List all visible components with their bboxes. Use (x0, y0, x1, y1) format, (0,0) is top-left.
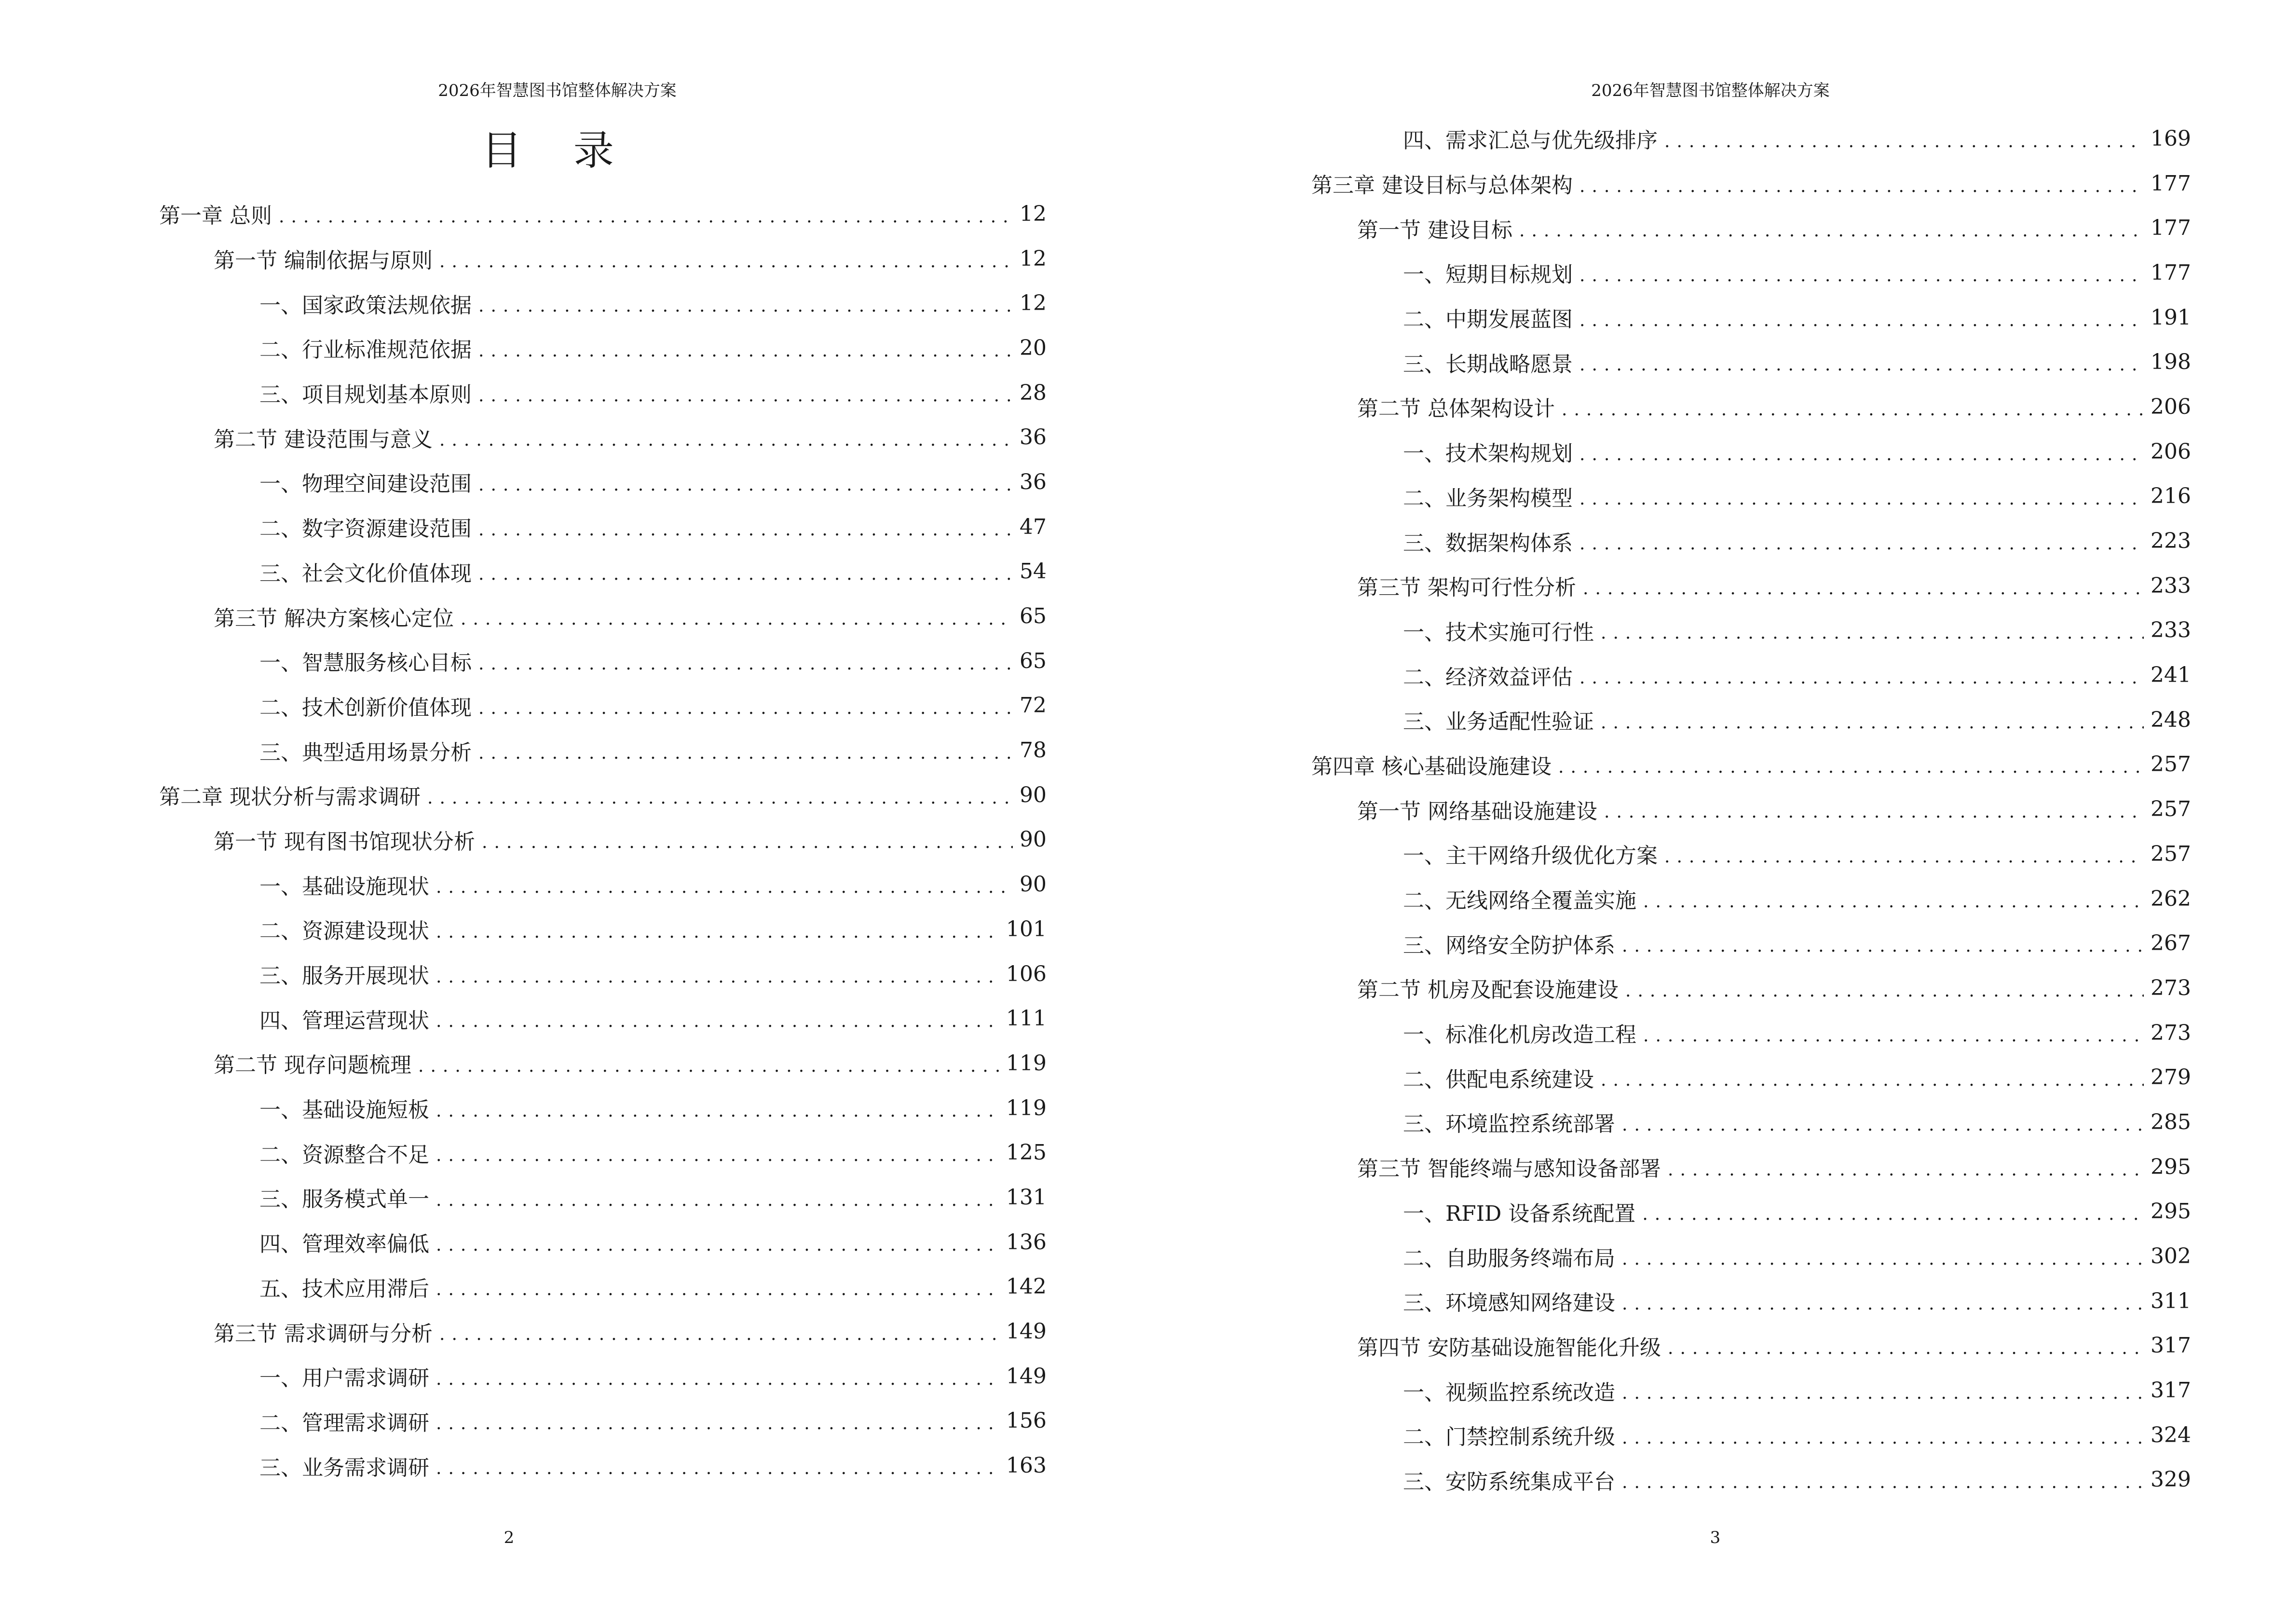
toc-entry-label: 二、无线网络全覆盖实施 (1403, 888, 1636, 914)
toc-entry-page: 47 (1020, 514, 1047, 539)
toc-subsection-entry[interactable] (1144, 1368, 2191, 1413)
toc-entry-label: 第四章 核心基础设施建设 (1311, 754, 1552, 779)
toc-section-entry[interactable] (1144, 966, 2191, 1010)
toc-subsection-entry[interactable] (0, 326, 1047, 370)
dot-leader (439, 430, 1013, 450)
toc-chapter-entry[interactable] (0, 773, 1047, 818)
dot-leader (1601, 713, 2144, 733)
dot-leader (1625, 981, 2144, 1001)
toc-section-entry[interactable] (0, 415, 1047, 460)
dot-leader (1668, 1160, 2144, 1180)
toc-entry-page: 206 (2151, 394, 2191, 419)
page-right (1144, 0, 2287, 1624)
dot-leader (436, 877, 1013, 897)
toc-entry-page: 78 (1020, 738, 1047, 763)
toc-entry-page: 136 (1006, 1229, 1047, 1255)
toc-entry-page: 324 (2151, 1422, 2191, 1447)
toc-entry-page: 90 (1020, 872, 1047, 897)
toc-entry-page: 149 (1006, 1364, 1047, 1389)
toc-section-entry[interactable] (1144, 205, 2191, 250)
toc-entry-label: 一、RFID 设备系统配置 (1403, 1201, 1636, 1226)
toc-entry-label: 三、网络安全防护体系 (1403, 933, 1615, 958)
toc-subsection-entry[interactable] (0, 1220, 1047, 1265)
toc-entry-label: 第四节 安防基础设施智能化升级 (1357, 1335, 1661, 1360)
dot-leader (478, 341, 1013, 361)
toc-entry-label: 三、服务开展现状 (259, 964, 429, 989)
toc-entry-page: 257 (2151, 797, 2191, 822)
toc-entry-page: 267 (2151, 931, 2191, 956)
dot-leader (1583, 579, 2144, 599)
toc-subsection-entry[interactable] (1144, 474, 2191, 519)
dot-leader (1622, 1428, 2144, 1448)
dot-leader (1558, 757, 2144, 777)
toc-entry-label: 第二节 建设范围与意义 (214, 427, 433, 452)
dot-leader (482, 832, 1013, 852)
toc-entry-label: 第三节 架构可行性分析 (1357, 575, 1576, 600)
toc-subsection-entry[interactable] (0, 862, 1047, 907)
dot-leader (439, 252, 1013, 272)
page-number: 2 (504, 1528, 515, 1547)
toc-entry-page: 125 (1006, 1140, 1047, 1165)
toc-subsection-entry[interactable] (1144, 250, 2191, 295)
toc-entry-label: 三、项目规划基本原则 (259, 382, 472, 408)
toc-entry-label: 第二节 现存问题梳理 (214, 1053, 411, 1078)
dot-leader (1643, 1026, 2144, 1046)
toc-entry-page: 241 (2151, 663, 2191, 688)
toc-entry-label: 二、自助服务终端布局 (1403, 1246, 1615, 1271)
dot-leader (1622, 936, 2144, 956)
toc-subsection-entry[interactable] (1144, 1234, 2191, 1279)
toc-entry-label: 二、技术创新价值体现 (259, 695, 472, 720)
toc-entry-label: 一、技术实施可行性 (1403, 620, 1594, 645)
dot-leader (436, 1369, 999, 1389)
toc-entry-page: 65 (1020, 648, 1047, 673)
toc-entry-label: 一、短期目标规划 (1403, 262, 1573, 287)
toc-entry-label: 第三章 建设目标与总体架构 (1311, 173, 1573, 198)
toc-subsection-entry[interactable] (1144, 1279, 2191, 1324)
toc-entry-label: 二、资源建设现状 (259, 919, 429, 944)
toc-entry-label: 一、技术架构规划 (1403, 441, 1573, 466)
dot-leader (478, 743, 1013, 763)
dot-leader (436, 1146, 999, 1165)
toc-entry-label: 第一节 建设目标 (1357, 218, 1512, 243)
toc-entry-label: 二、行业标准规范依据 (259, 338, 472, 363)
toc-entry-label: 二、管理需求调研 (259, 1410, 429, 1435)
dot-leader (436, 1235, 999, 1255)
toc-subsection-entry[interactable] (1144, 608, 2191, 653)
toc-entry-label: 三、环境监控系统部署 (1403, 1112, 1615, 1137)
toc-entry-page: 36 (1020, 425, 1047, 450)
toc-section-entry[interactable] (0, 236, 1047, 281)
toc-entry-page: 317 (2151, 1333, 2191, 1358)
toc-entry-page: 119 (1006, 1095, 1047, 1120)
toc-section-entry[interactable] (0, 818, 1047, 862)
toc-subsection-entry[interactable] (1144, 921, 2191, 966)
toc-subsection-entry[interactable] (1144, 295, 2191, 340)
toc-subsection-entry[interactable] (0, 1086, 1047, 1131)
dot-leader (427, 788, 1013, 808)
toc-section-entry[interactable] (1144, 1145, 2191, 1189)
toc-entry-page: 206 (2151, 439, 2191, 464)
page-number: 3 (1710, 1528, 1721, 1547)
toc-entry-label: 三、业务需求调研 (259, 1455, 429, 1480)
toc-entry-page: 257 (2151, 752, 2191, 777)
toc-section-entry[interactable] (1144, 563, 2191, 608)
toc-entry-label: 三、业务适配性验证 (1403, 710, 1594, 735)
toc-subsection-entry[interactable] (1144, 832, 2191, 876)
toc-subsection-entry[interactable] (0, 460, 1047, 505)
toc-list (1144, 116, 2191, 1502)
toc-subsection-entry[interactable] (1144, 697, 2191, 742)
dot-leader (461, 609, 1013, 629)
toc-entry-label: 一、主干网络升级优化方案 (1403, 844, 1658, 869)
dot-leader (1601, 623, 2144, 643)
dot-leader (436, 1459, 999, 1478)
dot-leader (478, 698, 1013, 718)
toc-entry-page: 233 (2151, 618, 2191, 643)
toc-entry-page: 248 (2151, 707, 2191, 732)
dot-leader (478, 475, 1013, 495)
toc-subsection-entry[interactable] (0, 1175, 1047, 1220)
toc-subsection-entry[interactable] (1144, 876, 2191, 921)
toc-entry-page: 101 (1006, 916, 1047, 942)
toc-chapter-entry[interactable] (0, 191, 1047, 236)
toc-entry-label: 二、数字资源建设范围 (259, 517, 472, 542)
toc-section-entry[interactable] (1144, 787, 2191, 832)
toc-entry-page: 156 (1006, 1408, 1047, 1433)
toc-subsection-entry[interactable] (1144, 1055, 2191, 1100)
toc-title: 目 录 (481, 127, 633, 174)
dot-leader (478, 654, 1013, 674)
dot-leader (478, 564, 1013, 584)
toc-subsection-entry[interactable] (1144, 1413, 2191, 1458)
dot-leader (439, 1324, 999, 1344)
toc-entry-page: 216 (2151, 484, 2191, 509)
toc-entry-page: 20 (1020, 335, 1047, 360)
toc-entry-label: 第二节 机房及配套设施建设 (1357, 978, 1619, 1003)
running-header: 2026年智慧图书馆整体解决方案 (1591, 81, 1830, 100)
dot-leader (1664, 847, 2144, 867)
toc-entry-label: 二、供配电系统建设 (1403, 1067, 1594, 1092)
toc-entry-page: 119 (1006, 1051, 1047, 1076)
toc-subsection-entry[interactable] (1144, 116, 2191, 161)
dot-leader (1579, 355, 2144, 375)
toc-entry-page: 65 (1020, 604, 1047, 629)
toc-entry-page: 273 (2151, 1020, 2191, 1045)
toc-entry-page: 72 (1020, 693, 1047, 718)
toc-entry-page: 177 (2151, 216, 2191, 241)
toc-subsection-entry[interactable] (0, 728, 1047, 773)
toc-subsection-entry[interactable] (0, 1443, 1047, 1488)
toc-subsection-entry[interactable] (0, 1354, 1047, 1399)
dot-leader (478, 520, 1013, 540)
toc-entry-page: 142 (1006, 1274, 1047, 1299)
toc-entry-label: 四、管理效率偏低 (259, 1232, 429, 1257)
dot-leader (436, 1280, 999, 1299)
toc-entry-page: 191 (2151, 305, 2191, 330)
toc-subsection-entry[interactable] (1144, 429, 2191, 474)
dot-leader (1579, 177, 2144, 196)
toc-list (0, 191, 1047, 1488)
dot-leader (436, 1101, 999, 1121)
toc-entry-page: 28 (1020, 380, 1047, 405)
toc-entry-label: 第一节 编制依据与原则 (214, 248, 433, 273)
dot-leader (1622, 1294, 2144, 1314)
toc-entry-label: 一、国家政策法规依据 (259, 293, 472, 318)
toc-chapter-entry[interactable] (1144, 161, 2191, 206)
toc-entry-label: 五、技术应用滞后 (259, 1276, 429, 1301)
toc-subsection-entry[interactable] (1144, 1100, 2191, 1145)
toc-entry-label: 三、服务模式单一 (259, 1187, 429, 1212)
toc-entry-page: 106 (1006, 961, 1047, 986)
toc-subsection-entry[interactable] (0, 1399, 1047, 1444)
toc-entry-label: 第二章 现状分析与需求调研 (159, 785, 421, 810)
toc-entry-page: 90 (1020, 827, 1047, 852)
toc-chapter-entry[interactable] (1144, 742, 2191, 787)
toc-entry-page: 36 (1020, 469, 1047, 494)
toc-section-entry[interactable] (0, 1041, 1047, 1086)
toc-entry-label: 一、视频监控系统改造 (1403, 1380, 1615, 1405)
toc-entry-label: 一、用户需求调研 (259, 1366, 429, 1391)
toc-subsection-entry[interactable] (1144, 519, 2191, 563)
toc-subsection-entry[interactable] (1144, 653, 2191, 697)
toc-subsection-entry[interactable] (1144, 1189, 2191, 1234)
dot-leader (1642, 1204, 2144, 1224)
toc-entry-label: 第三节 智能终端与感知设备部署 (1357, 1157, 1661, 1182)
toc-entry-page: 329 (2151, 1467, 2191, 1492)
toc-entry-page: 12 (1020, 291, 1047, 316)
toc-subsection-entry[interactable] (1144, 1010, 2191, 1055)
toc-entry-label: 第三节 解决方案核心定位 (214, 606, 454, 631)
toc-subsection-entry[interactable] (0, 952, 1047, 996)
toc-entry-page: 295 (2151, 1199, 2191, 1224)
toc-entry-label: 四、管理运营现状 (259, 1008, 429, 1033)
dot-leader (436, 1011, 999, 1031)
running-header: 2026年智慧图书馆整体解决方案 (438, 81, 677, 100)
dot-leader (436, 967, 999, 987)
dot-leader (436, 1190, 999, 1210)
toc-subsection-entry[interactable] (0, 370, 1047, 415)
toc-section-entry[interactable] (1144, 384, 2191, 429)
toc-entry-label: 三、安防系统集成平台 (1403, 1469, 1615, 1494)
toc-subsection-entry[interactable] (0, 683, 1047, 728)
toc-section-entry[interactable] (0, 1309, 1047, 1354)
toc-entry-page: 169 (2151, 126, 2191, 151)
toc-subsection-entry[interactable] (1144, 340, 2191, 384)
toc-entry-page: 54 (1020, 559, 1047, 584)
dot-leader (1622, 1473, 2144, 1492)
dot-leader (1601, 1070, 2144, 1090)
toc-section-entry[interactable] (1144, 1324, 2191, 1368)
dot-leader (1622, 1115, 2144, 1135)
toc-entry-label: 三、典型适用场景分析 (259, 740, 472, 765)
toc-entry-label: 第一章 总则 (159, 204, 272, 229)
toc-entry-label: 一、智慧服务核心目标 (259, 651, 472, 676)
toc-subsection-entry[interactable] (0, 996, 1047, 1041)
toc-entry-label: 一、物理空间建设范围 (259, 472, 472, 497)
dot-leader (1668, 1338, 2144, 1358)
toc-entry-label: 第一节 现有图书馆现状分析 (214, 829, 475, 854)
dot-leader (1579, 445, 2144, 464)
toc-subsection-entry[interactable] (0, 1265, 1047, 1310)
toc-entry-page: 257 (2151, 841, 2191, 866)
toc-entry-label: 三、数据架构体系 (1403, 531, 1573, 556)
dot-leader (1562, 400, 2144, 420)
dot-leader (1643, 892, 2144, 912)
toc-section-entry[interactable] (0, 594, 1047, 639)
dot-leader (1664, 132, 2144, 151)
dot-leader (1579, 266, 2144, 286)
dot-leader (436, 1414, 999, 1433)
toc-entry-page: 311 (2151, 1288, 2191, 1313)
toc-entry-page: 177 (2151, 260, 2191, 285)
dot-leader (1604, 802, 2144, 822)
toc-entry-page: 131 (1006, 1185, 1047, 1210)
toc-subsection-entry[interactable] (0, 1130, 1047, 1175)
toc-entry-label: 二、经济效益评估 (1403, 665, 1573, 690)
toc-entry-label: 三、长期战略愿景 (1403, 352, 1573, 377)
dot-leader (1622, 1249, 2144, 1269)
toc-entry-page: 177 (2151, 171, 2191, 196)
toc-entry-label: 二、业务架构模型 (1403, 486, 1573, 511)
toc-entry-page: 90 (1020, 782, 1047, 807)
dot-leader (478, 386, 1013, 406)
dot-leader (478, 296, 1013, 316)
toc-entry-label: 二、中期发展蓝图 (1403, 307, 1573, 332)
toc-entry-label: 二、资源整合不足 (259, 1142, 429, 1167)
toc-entry-page: 285 (2151, 1109, 2191, 1134)
toc-entry-page: 111 (1006, 1006, 1047, 1031)
toc-entry-label: 三、社会文化价值体现 (259, 561, 472, 586)
toc-entry-label: 第一节 网络基础设施建设 (1357, 799, 1597, 824)
dot-leader (418, 1056, 999, 1076)
toc-subsection-entry[interactable] (0, 505, 1047, 549)
toc-entry-page: 149 (1006, 1319, 1047, 1344)
dot-leader (1579, 311, 2144, 330)
toc-entry-page: 12 (1020, 201, 1047, 226)
toc-entry-label: 一、标准化机房改造工程 (1403, 1023, 1636, 1048)
toc-entry-label: 三、环境感知网络建设 (1403, 1291, 1615, 1316)
dot-leader (279, 207, 1013, 227)
toc-entry-label: 第三节 需求调研与分析 (214, 1321, 433, 1346)
toc-entry-page: 198 (2151, 350, 2191, 375)
toc-entry-page: 163 (1006, 1453, 1047, 1478)
dot-leader (1622, 1383, 2144, 1403)
toc-entry-page: 12 (1020, 246, 1047, 271)
toc-subsection-entry[interactable] (0, 549, 1047, 594)
toc-entry-page: 233 (2151, 573, 2191, 598)
dot-leader (1519, 221, 2144, 241)
toc-entry-label: 一、基础设施短板 (259, 1098, 429, 1123)
toc-entry-label: 四、需求汇总与优先级排序 (1403, 128, 1658, 153)
toc-entry-label: 一、基础设施现状 (259, 874, 429, 899)
toc-entry-page: 279 (2151, 1065, 2191, 1090)
dot-leader (436, 922, 999, 942)
toc-subsection-entry[interactable] (0, 907, 1047, 952)
toc-entry-page: 262 (2151, 886, 2191, 911)
dot-leader (1579, 534, 2144, 554)
dot-leader (1579, 489, 2144, 509)
toc-subsection-entry[interactable] (0, 639, 1047, 683)
toc-subsection-entry[interactable] (0, 281, 1047, 326)
dot-leader (1579, 668, 2144, 688)
toc-entry-label: 二、门禁控制系统升级 (1403, 1425, 1615, 1450)
toc-entry-page: 295 (2151, 1154, 2191, 1179)
toc-subsection-entry[interactable] (1144, 1458, 2191, 1502)
toc-entry-label: 第二节 总体架构设计 (1357, 396, 1555, 422)
toc-entry-page: 273 (2151, 975, 2191, 1000)
toc-entry-page: 317 (2151, 1378, 2191, 1403)
toc-entry-page: 302 (2151, 1244, 2191, 1269)
toc-entry-page: 223 (2151, 529, 2191, 554)
